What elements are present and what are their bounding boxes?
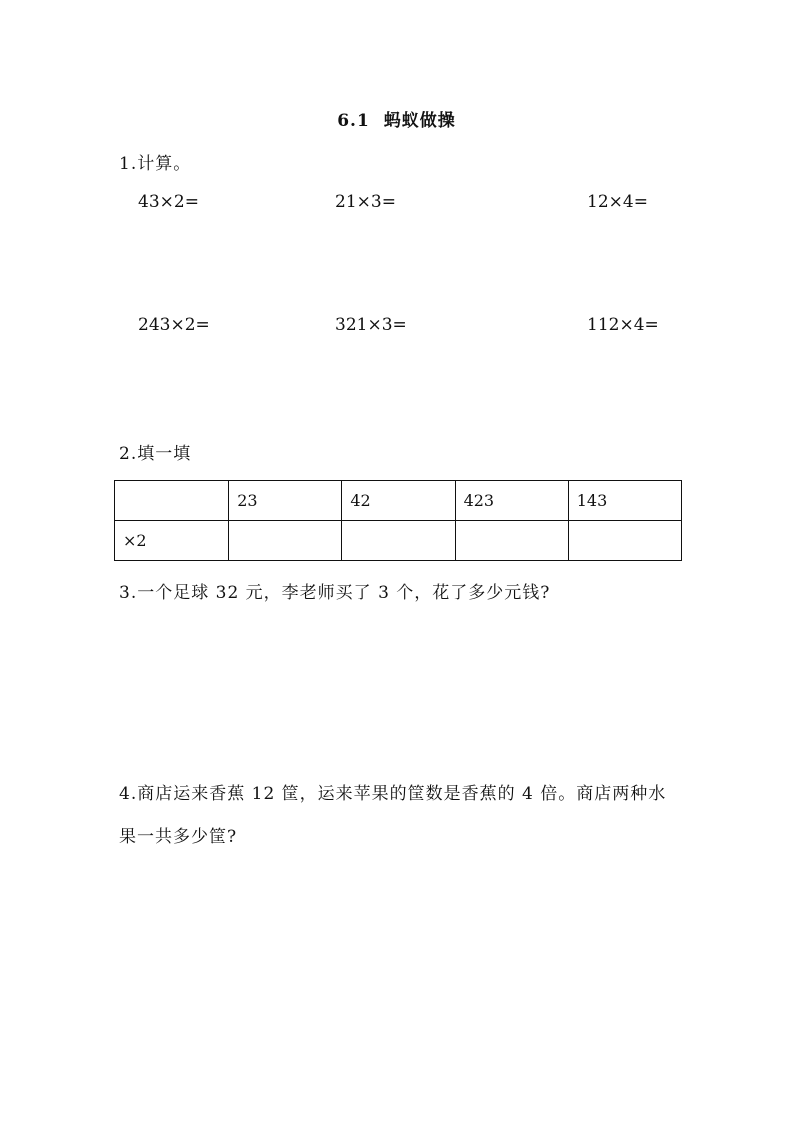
table-answer-cell[interactable] [568,521,681,561]
table-corner-cell [115,481,229,521]
table-header-cell: 423 [455,481,568,521]
table-header-row [115,481,682,521]
calc-problem-3: 12×4= [587,192,648,212]
section-title: 蚂蚁做操 [383,111,456,131]
question-3-text: 3.一个足球 32 元，李老师买了 3 个，花了多少元钱? [119,583,551,603]
question-2-heading: 2.填一填 [119,444,192,464]
calc-problem-6: 112×4= [587,315,659,335]
calc-problem-5: 321×3= [335,315,407,335]
question-4-line-1: 4.商店运来香蕉 12 筐，运来苹果的筐数是香蕉的 4 倍。商店两种水 [119,784,667,804]
table-header-cell: 42 [342,481,455,521]
calc-problem-4: 243×2= [138,315,210,335]
table-answer-row [115,521,682,561]
section-number: 6.1 [337,111,370,131]
question-1-heading: 1.计算。 [119,154,192,174]
table-header-cell: 143 [568,481,681,521]
fill-table [114,480,682,561]
table-answer-cell[interactable] [342,521,455,561]
calc-problem-1: 43×2= [138,192,199,212]
table-row-label: ×2 [115,521,229,561]
page-title [0,106,793,131]
table-header-cell: 23 [229,481,342,521]
table-answer-cell[interactable] [455,521,568,561]
calc-problem-2: 21×3= [335,192,396,212]
table-answer-cell[interactable] [229,521,342,561]
question-4-line-2: 果一共多少筐? [119,827,238,847]
